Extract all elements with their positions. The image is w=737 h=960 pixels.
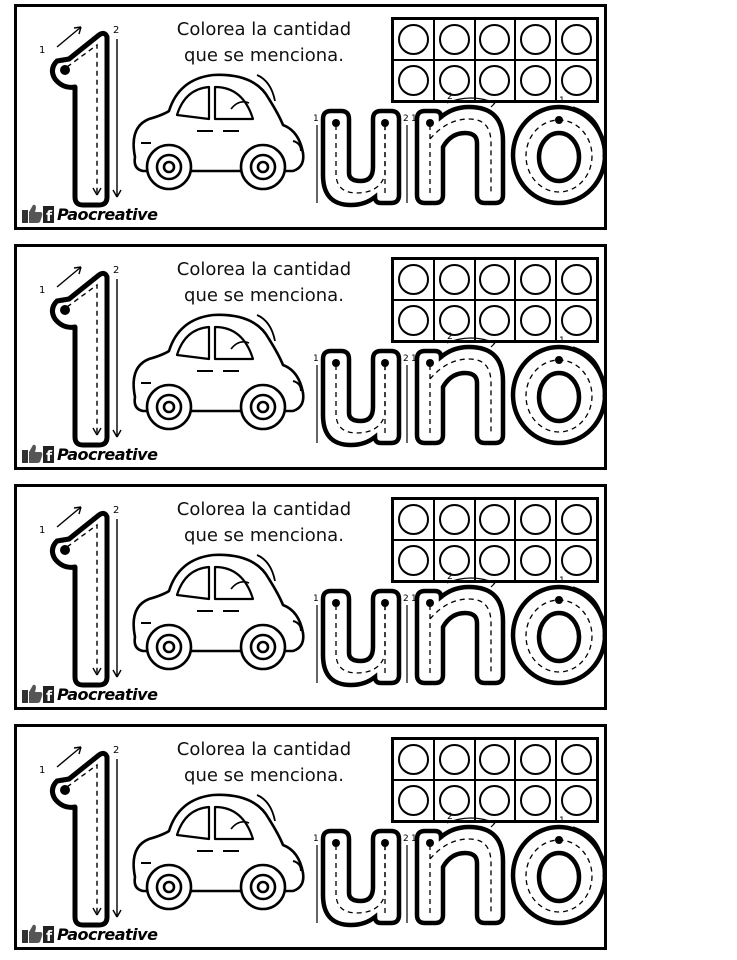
tens-frame-cell[interactable] — [475, 739, 516, 780]
car-illustration — [134, 315, 304, 429]
coloring-circle[interactable] — [479, 24, 510, 55]
instruction-text — [139, 17, 389, 69]
tens-frame — [391, 497, 599, 583]
coloring-circle[interactable] — [561, 744, 592, 775]
tens-frame-cell[interactable] — [475, 540, 516, 581]
stroke-label-u2: 2 — [403, 114, 409, 124]
coloring-circle[interactable] — [561, 504, 592, 535]
brand-watermark — [21, 923, 157, 945]
stroke-label-n2: 2 — [447, 572, 453, 582]
tens-frame-cell[interactable] — [556, 300, 597, 341]
coloring-circle[interactable] — [520, 545, 551, 576]
stroke-label-o1: 1 — [559, 336, 565, 346]
coloring-circle[interactable] — [439, 264, 470, 295]
coloring-circle[interactable] — [479, 504, 510, 535]
tens-frame-cell[interactable] — [515, 540, 556, 581]
svg-text:f: f — [46, 689, 53, 704]
coloring-circle[interactable] — [479, 785, 510, 816]
coloring-circle[interactable] — [439, 744, 470, 775]
stroke-label-u2: 2 — [403, 594, 409, 604]
stroke-label-o1: 1 — [559, 96, 565, 106]
tens-frame-cell[interactable] — [434, 300, 475, 341]
tens-frame-cell[interactable] — [434, 780, 475, 821]
stroke-label-1: 1 — [39, 765, 46, 776]
tens-frame-cell[interactable] — [393, 780, 434, 821]
coloring-circle[interactable] — [520, 785, 551, 816]
coloring-circle[interactable] — [479, 545, 510, 576]
facebook-like-icon — [21, 924, 55, 944]
tens-frame-cell[interactable] — [556, 780, 597, 821]
tens-frame-cell[interactable] — [434, 60, 475, 101]
instruction-line-2: que se menciona. — [184, 765, 344, 786]
stroke-label-n2: 2 — [447, 332, 453, 342]
tens-frame-cell[interactable] — [556, 499, 597, 540]
coloring-circle[interactable] — [398, 744, 429, 775]
tens-frame-cell[interactable] — [515, 499, 556, 540]
letter-n-trace — [417, 338, 503, 443]
coloring-circle[interactable] — [439, 65, 470, 96]
instruction-line-1: Colorea la cantidad — [176, 739, 352, 760]
coloring-circle[interactable] — [439, 785, 470, 816]
tens-frame-cell[interactable] — [556, 540, 597, 581]
stroke-label-n1: 1 — [411, 354, 417, 364]
stroke-label-u1: 1 — [313, 834, 319, 844]
brand-name: Paocreative — [57, 444, 158, 464]
tens-frame-cell[interactable] — [393, 19, 434, 60]
tens-frame-cell[interactable] — [393, 259, 434, 300]
tens-frame-cell[interactable] — [393, 499, 434, 540]
tens-frame — [391, 257, 599, 343]
coloring-circle[interactable] — [398, 264, 429, 295]
stroke-label-u1: 1 — [313, 594, 319, 604]
stroke-label-1: 1 — [39, 285, 46, 296]
stroke-label-2: 2 — [113, 25, 120, 36]
instruction-line-1: Colorea la cantidad — [176, 259, 352, 280]
stroke-label-o1: 1 — [559, 576, 565, 586]
brand-name: Paocreative — [57, 924, 158, 944]
car-illustration — [134, 795, 304, 909]
letter-o-trace — [513, 107, 604, 203]
coloring-circle[interactable] — [439, 24, 470, 55]
instruction-line-1: Colorea la cantidad — [176, 499, 352, 520]
letter-n-trace — [417, 818, 503, 923]
stroke-label-u1: 1 — [313, 354, 319, 364]
tens-frame-cell[interactable] — [434, 259, 475, 300]
facebook-like-icon — [21, 684, 55, 704]
tens-frame-cell[interactable] — [393, 300, 434, 341]
tens-frame — [391, 737, 599, 823]
facebook-like-icon — [21, 204, 55, 224]
tens-frame-cell[interactable] — [475, 259, 516, 300]
coloring-circle[interactable] — [398, 65, 429, 96]
coloring-circle[interactable] — [520, 65, 551, 96]
coloring-circle[interactable] — [439, 504, 470, 535]
tracing-card-1 — [14, 4, 607, 230]
coloring-circle[interactable] — [561, 65, 592, 96]
stroke-label-n1: 1 — [411, 114, 417, 124]
coloring-circle[interactable] — [520, 504, 551, 535]
tens-frame — [391, 17, 599, 103]
coloring-circle[interactable] — [439, 305, 470, 336]
tens-frame-cell[interactable] — [515, 19, 556, 60]
tens-frame-cell[interactable] — [475, 19, 516, 60]
coloring-circle[interactable] — [439, 545, 470, 576]
instruction-text — [139, 497, 389, 549]
brand-watermark — [21, 443, 157, 465]
numeral-one-trace — [52, 747, 121, 925]
tens-frame-cell[interactable] — [475, 60, 516, 101]
letter-u-trace — [317, 351, 407, 445]
coloring-circle[interactable] — [398, 545, 429, 576]
car-illustration — [134, 555, 304, 669]
tracing-card-2 — [14, 244, 607, 470]
letter-u-trace — [317, 831, 407, 925]
stroke-label-u2: 2 — [403, 834, 409, 844]
svg-text:f: f — [46, 449, 53, 464]
coloring-circle[interactable] — [479, 305, 510, 336]
instruction-text — [139, 737, 389, 789]
coloring-circle[interactable] — [561, 305, 592, 336]
letter-o-trace — [513, 827, 604, 923]
letter-o-trace — [513, 587, 604, 683]
facebook-like-icon — [21, 444, 55, 464]
tens-frame-cell[interactable] — [475, 499, 516, 540]
stroke-label-u1: 1 — [313, 114, 319, 124]
tens-frame-cell[interactable] — [515, 259, 556, 300]
letter-n-trace — [417, 98, 503, 203]
letter-u-trace — [317, 591, 407, 685]
tens-frame-cell[interactable] — [475, 300, 516, 341]
numeral-one-trace — [52, 27, 121, 205]
tens-frame-cell[interactable] — [434, 739, 475, 780]
stroke-label-o1: 1 — [559, 816, 565, 826]
tens-frame-cell[interactable] — [393, 739, 434, 780]
coloring-circle[interactable] — [520, 744, 551, 775]
coloring-circle[interactable] — [561, 24, 592, 55]
brand-watermark — [21, 683, 157, 705]
tens-frame-cell[interactable] — [475, 780, 516, 821]
instruction-line-2: que se menciona. — [184, 45, 344, 66]
stroke-label-n2: 2 — [447, 92, 453, 102]
brand-watermark — [21, 203, 157, 225]
stroke-label-2: 2 — [113, 745, 120, 756]
tracing-card-3 — [14, 484, 607, 710]
tens-frame-cell[interactable] — [556, 19, 597, 60]
coloring-circle[interactable] — [398, 24, 429, 55]
stroke-label-2: 2 — [113, 505, 120, 516]
tens-frame-cell[interactable] — [434, 499, 475, 540]
letter-n-trace — [417, 578, 503, 683]
tens-frame-cell[interactable] — [515, 300, 556, 341]
coloring-circle[interactable] — [561, 785, 592, 816]
coloring-circle[interactable] — [520, 264, 551, 295]
coloring-circle[interactable] — [479, 264, 510, 295]
tens-frame-cell[interactable] — [556, 259, 597, 300]
tens-frame-cell[interactable] — [556, 739, 597, 780]
letter-u-trace — [317, 111, 407, 205]
tens-frame-cell[interactable] — [515, 60, 556, 101]
stroke-label-1: 1 — [39, 525, 46, 536]
coloring-circle[interactable] — [398, 504, 429, 535]
coloring-circle[interactable] — [520, 305, 551, 336]
coloring-circle[interactable] — [479, 65, 510, 96]
stroke-label-1: 1 — [39, 45, 46, 56]
coloring-circle[interactable] — [479, 744, 510, 775]
brand-name: Paocreative — [57, 684, 158, 704]
instruction-line-1: Colorea la cantidad — [176, 19, 352, 40]
stroke-label-u2: 2 — [403, 354, 409, 364]
letter-o-trace — [513, 347, 604, 443]
coloring-circle[interactable] — [398, 785, 429, 816]
svg-text:f: f — [46, 209, 53, 224]
svg-text:f: f — [46, 929, 53, 944]
stroke-label-n1: 1 — [411, 834, 417, 844]
tens-frame-cell[interactable] — [393, 60, 434, 101]
coloring-circle[interactable] — [561, 264, 592, 295]
coloring-circle[interactable] — [398, 305, 429, 336]
tens-frame-cell[interactable] — [515, 780, 556, 821]
coloring-circle[interactable] — [520, 24, 551, 55]
tens-frame-cell[interactable] — [434, 540, 475, 581]
numeral-one-trace — [52, 267, 121, 445]
numeral-one-trace — [52, 507, 121, 685]
brand-name: Paocreative — [57, 204, 158, 224]
stroke-label-2: 2 — [113, 265, 120, 276]
stroke-label-n1: 1 — [411, 594, 417, 604]
tens-frame-cell[interactable] — [556, 60, 597, 101]
instruction-text — [139, 257, 389, 309]
tens-frame-cell[interactable] — [515, 739, 556, 780]
tracing-card-4 — [14, 724, 607, 950]
tens-frame-cell[interactable] — [434, 19, 475, 60]
coloring-circle[interactable] — [561, 545, 592, 576]
instruction-line-2: que se menciona. — [184, 525, 344, 546]
stroke-label-n2: 2 — [447, 812, 453, 822]
tens-frame-cell[interactable] — [393, 540, 434, 581]
instruction-line-2: que se menciona. — [184, 285, 344, 306]
car-illustration — [134, 75, 304, 189]
